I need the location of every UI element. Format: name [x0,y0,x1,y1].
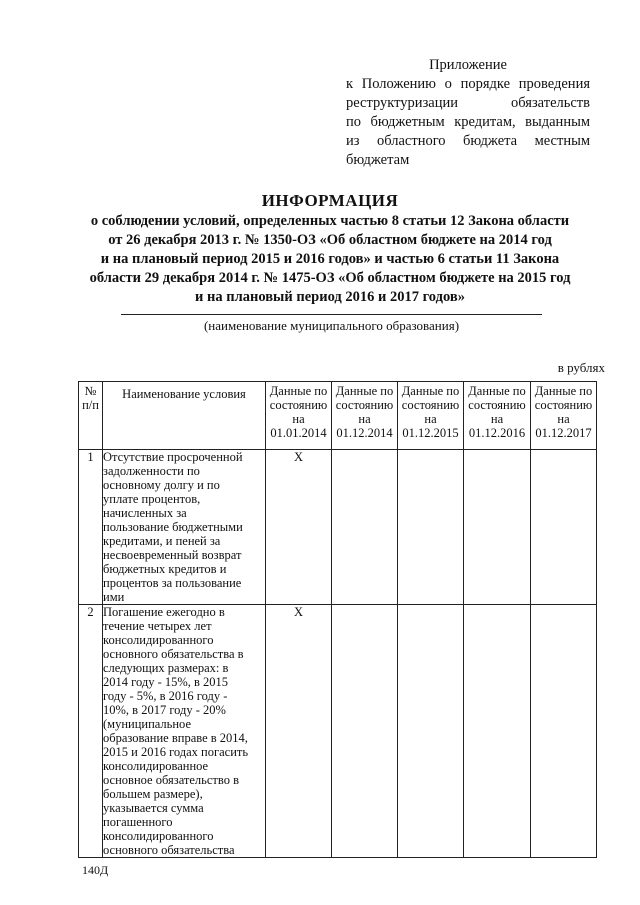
row-value: Х [266,605,332,858]
row-value: Х [266,450,332,605]
header-date-3: Данные по состоянию на 01.12.2015 [398,382,464,450]
appendix-line: реструктуризации обязательств [346,95,590,111]
row-value [398,605,464,858]
row-value [464,605,531,858]
row-value [531,450,597,605]
row-value [398,450,464,605]
header-date-5: Данные по состоянию на 01.12.2017 [531,382,597,450]
row-value [332,605,398,858]
header-condition: Наименование условия [103,382,266,450]
row-value [332,450,398,605]
title-line: области 29 декабря 2014 г. № 1475-ОЗ «Об областном бюджете на 2015 год [89,270,571,286]
title-line: и на плановый период 2015 и 2016 годов» и частью 6 статьи 11 Закона [100,251,560,267]
title-main: ИНФОРМАЦИЯ [261,191,399,210]
row-number: 2 [79,605,103,858]
header-date-2: Данные по состоянию на 01.12.2014 [332,382,398,450]
table-row [79,605,597,858]
title-line: от 26 декабря 2013 г. № 1350-ОЗ «Об областном бюджете на 2014 год [108,232,552,248]
appendix-block [346,56,590,170]
table-row [79,450,597,605]
row-condition: Отсутствие просроченной задолженности по основному долгу и по уплате процентов, начисленных за пользование бюджетными кредитами, и пеней за несвоевременный возврат бюджетных кредитов и процентов за пользование ими [103,450,266,605]
title-line: о соблюдении условий, определенных частью 8 статьи 12 Закона области [90,213,570,229]
appendix-line: из областного бюджета местным [346,133,590,149]
conditions-table [78,381,597,858]
row-condition: Погашение ежегодно в течение четырех лет консолидированного основного обязательства в следующих размерах: в 2014 году - 15%, в 2015 году - 5%, в 2016 году - 10%, в 2017 году - 20% (муниципальное образование вправе в 2014, 2015 и 2016 годах погасить консолидированное основное обязательство в большем размере), указывается сумма погашенного консолидированного основного обязательства [103,605,266,858]
title-line: и на плановый период 2016 и 2017 годов» [195,289,465,305]
row-number: 1 [79,450,103,605]
page-code: 140Д [82,863,109,877]
document-title [70,190,590,307]
appendix-line: к Положению о порядке проведения [346,76,590,92]
header-num: № п/п [79,382,103,450]
header-date-4: Данные по состоянию на 01.12.2016 [464,382,531,450]
municipality-caption: (наименование муниципального образования) [203,318,460,333]
appendix-heading: Приложение [429,57,507,73]
row-value [464,450,531,605]
appendix-line: по бюджетным кредитам, выданным [346,114,590,130]
table-header-row [79,382,597,450]
row-value [531,605,597,858]
municipality-underline [121,314,542,315]
appendix-line: бюджетам [346,152,410,168]
header-date-1: Данные по состоянию на 01.01.2014 [266,382,332,450]
units-label: в рублях [557,360,605,375]
